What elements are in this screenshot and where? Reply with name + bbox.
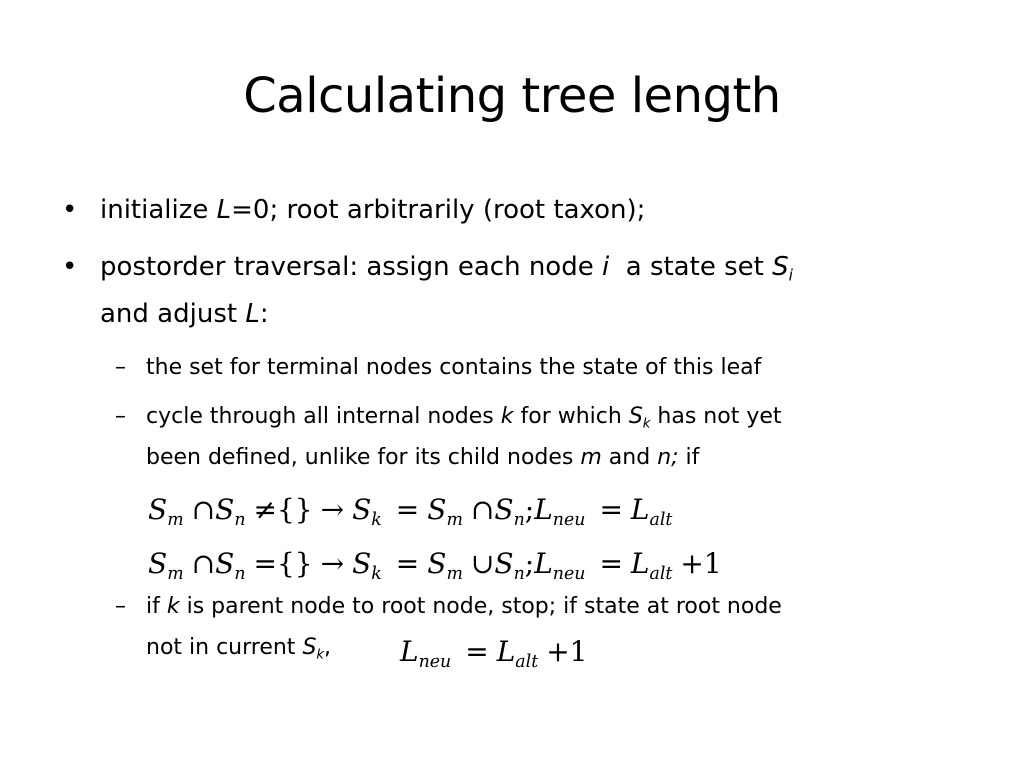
eq-emptyset: {} xyxy=(276,547,313,580)
bullet-marker: • xyxy=(62,252,78,282)
text: initialize xyxy=(100,195,217,225)
subbullet-cycle-cont xyxy=(146,436,699,479)
eq-L: L xyxy=(496,635,516,668)
var-k: k xyxy=(166,594,180,619)
eq-sub: m xyxy=(446,510,463,531)
eq-plus-one: +1 xyxy=(546,635,588,668)
eq-sub: n xyxy=(234,564,246,585)
eq-arrow: → xyxy=(320,493,345,526)
subbullet-root xyxy=(146,585,782,628)
eq-sub: alt xyxy=(649,564,673,585)
eq-S: S xyxy=(494,547,514,580)
equation-intersection-nonempty xyxy=(148,490,672,530)
eq-L: L xyxy=(534,493,553,526)
text: postorder traversal: assign each node xyxy=(100,252,602,282)
text: =0; root arbitrarily (root taxon); xyxy=(231,195,646,225)
eq-sub: n xyxy=(513,564,525,585)
eq-sub: n xyxy=(234,510,246,531)
eq-sub: neu xyxy=(418,652,452,673)
eq-equals: = xyxy=(395,493,420,526)
eq-S: S xyxy=(352,493,372,526)
equation-length-increment xyxy=(400,632,587,672)
subbullet-terminal: the set for terminal nodes contains the state of this leaf xyxy=(146,355,762,380)
bullet-initialize xyxy=(100,188,645,233)
eq-equals: = xyxy=(395,547,420,580)
text: is parent node to root node, stop; if state at root node xyxy=(179,594,782,619)
text: , xyxy=(324,635,332,660)
sub-i: i xyxy=(788,266,793,285)
var-S: S xyxy=(302,635,317,660)
eq-S: S xyxy=(352,547,372,580)
eq-semicolon: ; xyxy=(524,493,535,526)
text: been defined, unlike for its child nodes xyxy=(146,445,581,470)
eq-S: S xyxy=(427,493,447,526)
eq-sub: k xyxy=(371,510,382,531)
subbullet-marker: – xyxy=(115,404,126,429)
eq-arrow: → xyxy=(320,547,345,580)
var-L: L xyxy=(216,195,232,225)
var-i: i xyxy=(601,252,610,282)
eq-plus-one: +1 xyxy=(680,547,722,580)
equation-intersection-empty xyxy=(148,544,722,584)
eq-S: S xyxy=(148,547,168,580)
subbullet-root-cont xyxy=(146,626,331,669)
eq-S: S xyxy=(215,547,235,580)
eq-S: S xyxy=(215,493,235,526)
eq-sub: alt xyxy=(649,510,673,531)
text: has not yet xyxy=(650,404,782,429)
eq-cap: ∩ xyxy=(191,547,216,580)
eq-sub: neu xyxy=(552,564,586,585)
eq-cup: ∪ xyxy=(470,547,495,580)
bullet-postorder-cont xyxy=(100,292,269,337)
slide-title: Calculating tree length xyxy=(243,68,781,124)
var-S: S xyxy=(772,252,789,282)
sub-k: k xyxy=(642,416,651,432)
eq-equals: = xyxy=(253,547,277,580)
var-k: k xyxy=(500,404,514,429)
subbullet-marker: – xyxy=(115,355,126,380)
eq-S: S xyxy=(427,547,447,580)
eq-L: L xyxy=(534,547,553,580)
var-m: m xyxy=(580,445,602,470)
sub-k: k xyxy=(316,647,325,663)
var-S: S xyxy=(628,404,643,429)
eq-sub: n xyxy=(513,510,525,531)
text: : xyxy=(259,299,269,329)
text: a state set xyxy=(609,252,773,282)
eq-S: S xyxy=(148,493,168,526)
eq-emptyset: {} xyxy=(276,493,313,526)
text: if xyxy=(146,594,167,619)
eq-sub: m xyxy=(446,564,463,585)
text: and adjust xyxy=(100,299,246,329)
text: not in current xyxy=(146,635,303,660)
eq-equals: = xyxy=(599,493,623,526)
eq-cap: ∩ xyxy=(191,493,216,526)
bullet-marker: • xyxy=(62,195,78,225)
eq-neq: ≠ xyxy=(253,493,277,526)
text: if xyxy=(678,445,700,470)
eq-L: L xyxy=(630,493,650,526)
eq-equals: = xyxy=(599,547,623,580)
var-L: L xyxy=(245,299,260,329)
eq-sub: k xyxy=(371,564,382,585)
eq-semicolon: ; xyxy=(524,547,535,580)
subbullet-cycle xyxy=(146,395,782,438)
text: for which xyxy=(513,404,629,429)
eq-L: L xyxy=(630,547,650,580)
text: and xyxy=(601,445,658,470)
eq-L: L xyxy=(400,635,419,668)
var-n: n; xyxy=(657,445,679,470)
eq-sub: alt xyxy=(515,652,539,673)
eq-sub: m xyxy=(167,564,184,585)
text: cycle through all internal nodes xyxy=(146,404,501,429)
eq-sub: m xyxy=(167,510,184,531)
eq-S: S xyxy=(494,493,514,526)
subbullet-marker: – xyxy=(115,594,126,619)
eq-equals: = xyxy=(465,635,489,668)
bullet-postorder xyxy=(100,245,793,290)
eq-sub: neu xyxy=(552,510,586,531)
eq-cap: ∩ xyxy=(470,493,495,526)
